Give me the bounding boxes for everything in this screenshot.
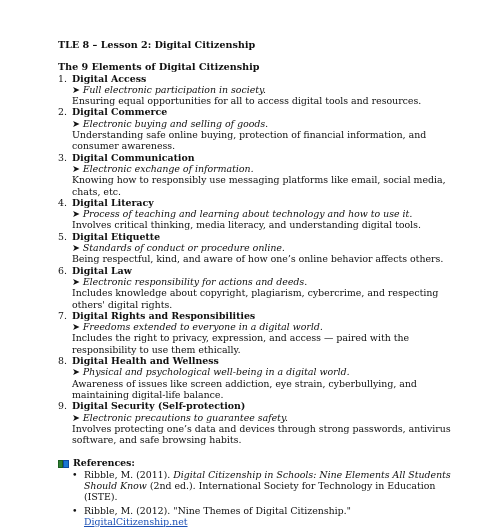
arrow-icon: ➤ — [72, 163, 80, 175]
element-item — [58, 153, 455, 198]
arrow-icon: ➤ — [72, 243, 80, 255]
element-tagline-row — [72, 209, 455, 220]
element-item — [58, 74, 455, 108]
books-icon — [58, 460, 69, 469]
element-tagline: Process of teaching and learning about technology and how to use it. — [82, 209, 413, 221]
reference-link[interactable]: DigitalCitizenship.net — [84, 516, 188, 528]
element-number: 9. — [58, 401, 67, 413]
references-list — [58, 470, 455, 528]
element-item — [58, 401, 455, 446]
arrow-icon: ➤ — [72, 412, 80, 424]
section-title: The 9 Elements of Digital Citizenship — [58, 62, 260, 74]
element-tagline: Freedoms extended to everyone in a digital world. — [82, 322, 323, 334]
arrow-icon: ➤ — [72, 209, 80, 221]
element-description: Awareness of issues like screen addiction, eye strain, cyberbullying, and maintaining digital-life balance. — [72, 378, 417, 401]
element-tagline: Standards of conduct or procedure online. — [82, 243, 285, 255]
arrow-icon: ➤ — [72, 276, 80, 288]
element-item — [58, 311, 455, 356]
element-title: Digital Rights and Responsibilities — [72, 310, 256, 322]
element-tagline-row — [72, 367, 455, 378]
element-description: Involves protecting one’s data and devices through strong passwords, antivirus software, and safe browsing habits. — [72, 423, 451, 447]
element-tagline: Full electronic participation in society. — [82, 84, 267, 96]
element-title: Digital Law — [72, 265, 132, 277]
element-description: Knowing how to responsibly use messaging platforms like email, social media, chats, etc. — [72, 175, 446, 198]
element-number: 1. — [58, 73, 67, 85]
reference-book-title: Digital Citizenship in Schools: Nine Elements All Students Should Know — [84, 469, 451, 492]
element-description: Being respectful, kind, and aware of how one’s online behavior affects others. — [72, 254, 444, 266]
element-item — [58, 266, 455, 311]
element-number: 5. — [58, 231, 67, 243]
element-title: Digital Communication — [72, 152, 195, 164]
element-item — [58, 356, 455, 401]
element-number: 3. — [58, 152, 67, 164]
element-tagline: Electronic exchange of information. — [82, 163, 254, 175]
element-tagline-row — [72, 413, 455, 424]
element-tagline-row — [72, 322, 455, 333]
element-description: Includes knowledge about copyright, plagiarism, cybercrime, and respecting others' digital rights. — [72, 288, 439, 311]
element-title: Digital Access — [72, 73, 147, 85]
element-number: 7. — [58, 310, 67, 322]
references-heading — [58, 458, 455, 469]
element-tagline-row — [72, 119, 455, 130]
element-tagline: Physical and psychological well-being in a digital world. — [82, 367, 350, 379]
element-item — [58, 232, 455, 266]
element-description: Understanding safe online buying, protection of financial information, and consumer awareness. — [72, 130, 427, 153]
element-title: Digital Health and Wellness — [72, 356, 219, 368]
arrow-icon: ➤ — [72, 367, 80, 379]
references-heading-text: References: — [73, 458, 135, 470]
element-tagline-row — [72, 85, 455, 96]
element-number: 4. — [58, 197, 67, 209]
element-description: Ensuring equal opportunities for all to access digital tools and resources. — [72, 96, 422, 108]
element-tagline: Electronic buying and selling of goods. — [82, 118, 269, 130]
element-number: 8. — [58, 356, 67, 368]
lesson-title: TLE 8 – Lesson 2: Digital Citizenship — [58, 40, 256, 51]
element-item — [58, 107, 455, 152]
element-tagline-row — [72, 277, 455, 288]
element-tagline: Electronic responsibility for actions and deeds. — [82, 276, 308, 288]
element-title: Digital Security (Self-protection) — [72, 401, 246, 413]
element-title: Digital Commerce — [72, 107, 168, 119]
element-item — [58, 198, 455, 232]
arrow-icon: ➤ — [72, 322, 80, 334]
element-title: Digital Literacy — [72, 197, 154, 209]
reference-item-1: • Ribble, M. (2011). Digital Citizenship in Schools: Nine Elements All Students Should Know (2nd ed.). International Society for Technology in Education (ISTE). — [72, 470, 455, 504]
elements-list — [58, 74, 455, 447]
element-tagline-row — [72, 243, 455, 254]
element-description: Includes the right to privacy, expression, and access — paired with the responsibility to use them ethically. — [72, 333, 410, 356]
reference-item-2: • Ribble, M. (2012). "Nine Themes of Digital Citizenship." DigitalCitizenship.net — [72, 506, 455, 528]
element-tagline-row — [72, 164, 455, 175]
element-number: 6. — [58, 265, 67, 277]
references-section — [58, 458, 455, 528]
arrow-icon: ➤ — [72, 118, 80, 130]
arrow-icon: ➤ — [72, 84, 80, 96]
element-tagline: Electronic precautions to guarantee safety. — [82, 412, 288, 424]
element-title: Digital Etiquette — [72, 231, 161, 243]
element-number: 2. — [58, 107, 67, 119]
element-description: Involves critical thinking, media literacy, and understanding digital tools. — [72, 220, 421, 232]
